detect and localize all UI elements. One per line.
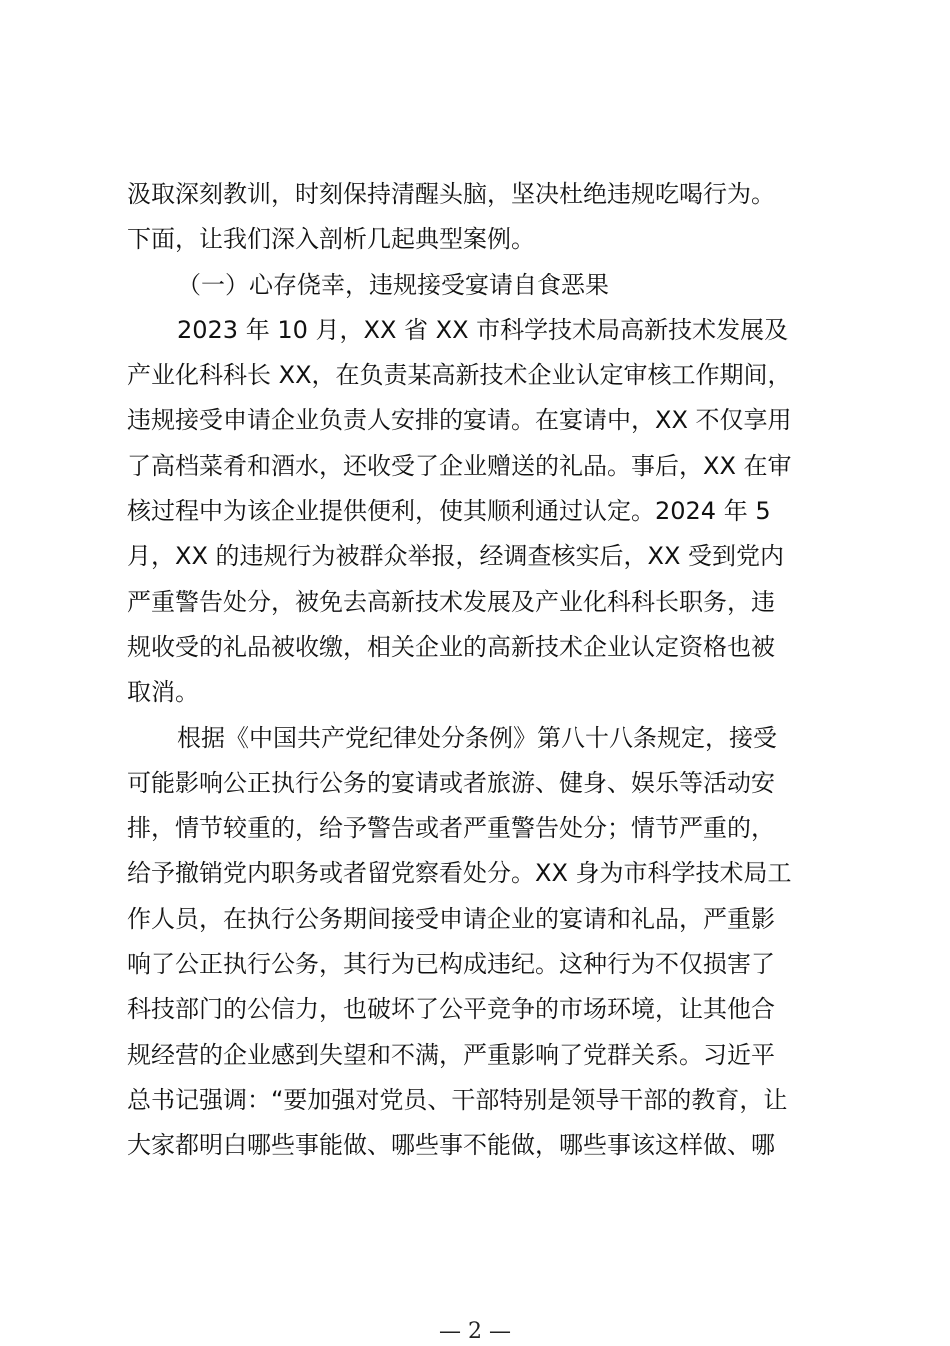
text-line: 取消。 [127, 678, 199, 707]
text-line: 排，情节较重的，给予警告或者严重警告处分；情节严重的， [127, 814, 775, 843]
text-line: 根据《中国共产党纪律处分条例》第八十八条规定，接受 [177, 723, 777, 752]
text-line: 响了公正执行公务，其行为已构成违纪。这种行为不仅损害了 [127, 950, 775, 979]
text-line: 汲取深刻教训，时刻保持清醒头脑，坚决杜绝违规吃喝行为。 [127, 180, 775, 208]
text-line: 2023 年 10 月，XX 省 XX 市科学技术局高新技术发展及 [177, 315, 789, 344]
text-line: 大家都明白哪些事能做、哪些事不能做，哪些事该这样做、哪 [127, 1131, 775, 1160]
text-line: 违规接受申请企业负责人安排的宴请。在宴请中，XX 不仅享用 [127, 406, 792, 435]
text-line: 规经营的企业感到失望和不满，严重影响了党群关系。习近平 [127, 1040, 775, 1069]
section-heading: （一）心存侥幸，违规接受宴请自食恶果 [177, 270, 609, 299]
text-line: 可能影响公正执行公务的宴请或者旅游、健身、娱乐等活动安 [127, 768, 775, 797]
text-line: 科技部门的公信力，也破坏了公平竞争的市场环境，让其他合 [127, 995, 775, 1024]
text-line: 核过程中为该企业提供便利，使其顺利通过认定。2024 年 5 [127, 497, 771, 526]
text-line: 规收受的礼品被收缴，相关企业的高新技术企业认定资格也被 [127, 632, 775, 661]
text-line: 了高档菜肴和酒水，还收受了企业赠送的礼品。事后，XX 在审 [127, 451, 792, 480]
text-line: 月，XX 的违规行为被群众举报，经调查核实后，XX 受到党内 [127, 542, 785, 571]
text-line: 总书记强调：“要加强对党员、干部特别是领导干部的教育，让 [127, 1085, 788, 1114]
page-number: — 2 — [439, 1319, 511, 1344]
body-text [127, 172, 832, 1169]
text-line: 下面，让我们深入剖析几起典型案例。 [127, 225, 535, 254]
text-line: 作人员，在执行公务期间接受申请企业的宴请和礼品，严重影 [127, 904, 775, 933]
text-line: 严重警告处分，被免去高新技术发展及产业化科科长职务，违 [127, 587, 775, 616]
text-line: 产业化科科长 XX，在负责某高新技术企业认定审核工作期间， [127, 361, 792, 390]
text-line: 给予撤销党内职务或者留党察看处分。XX 身为市科学技术局工 [127, 859, 792, 888]
